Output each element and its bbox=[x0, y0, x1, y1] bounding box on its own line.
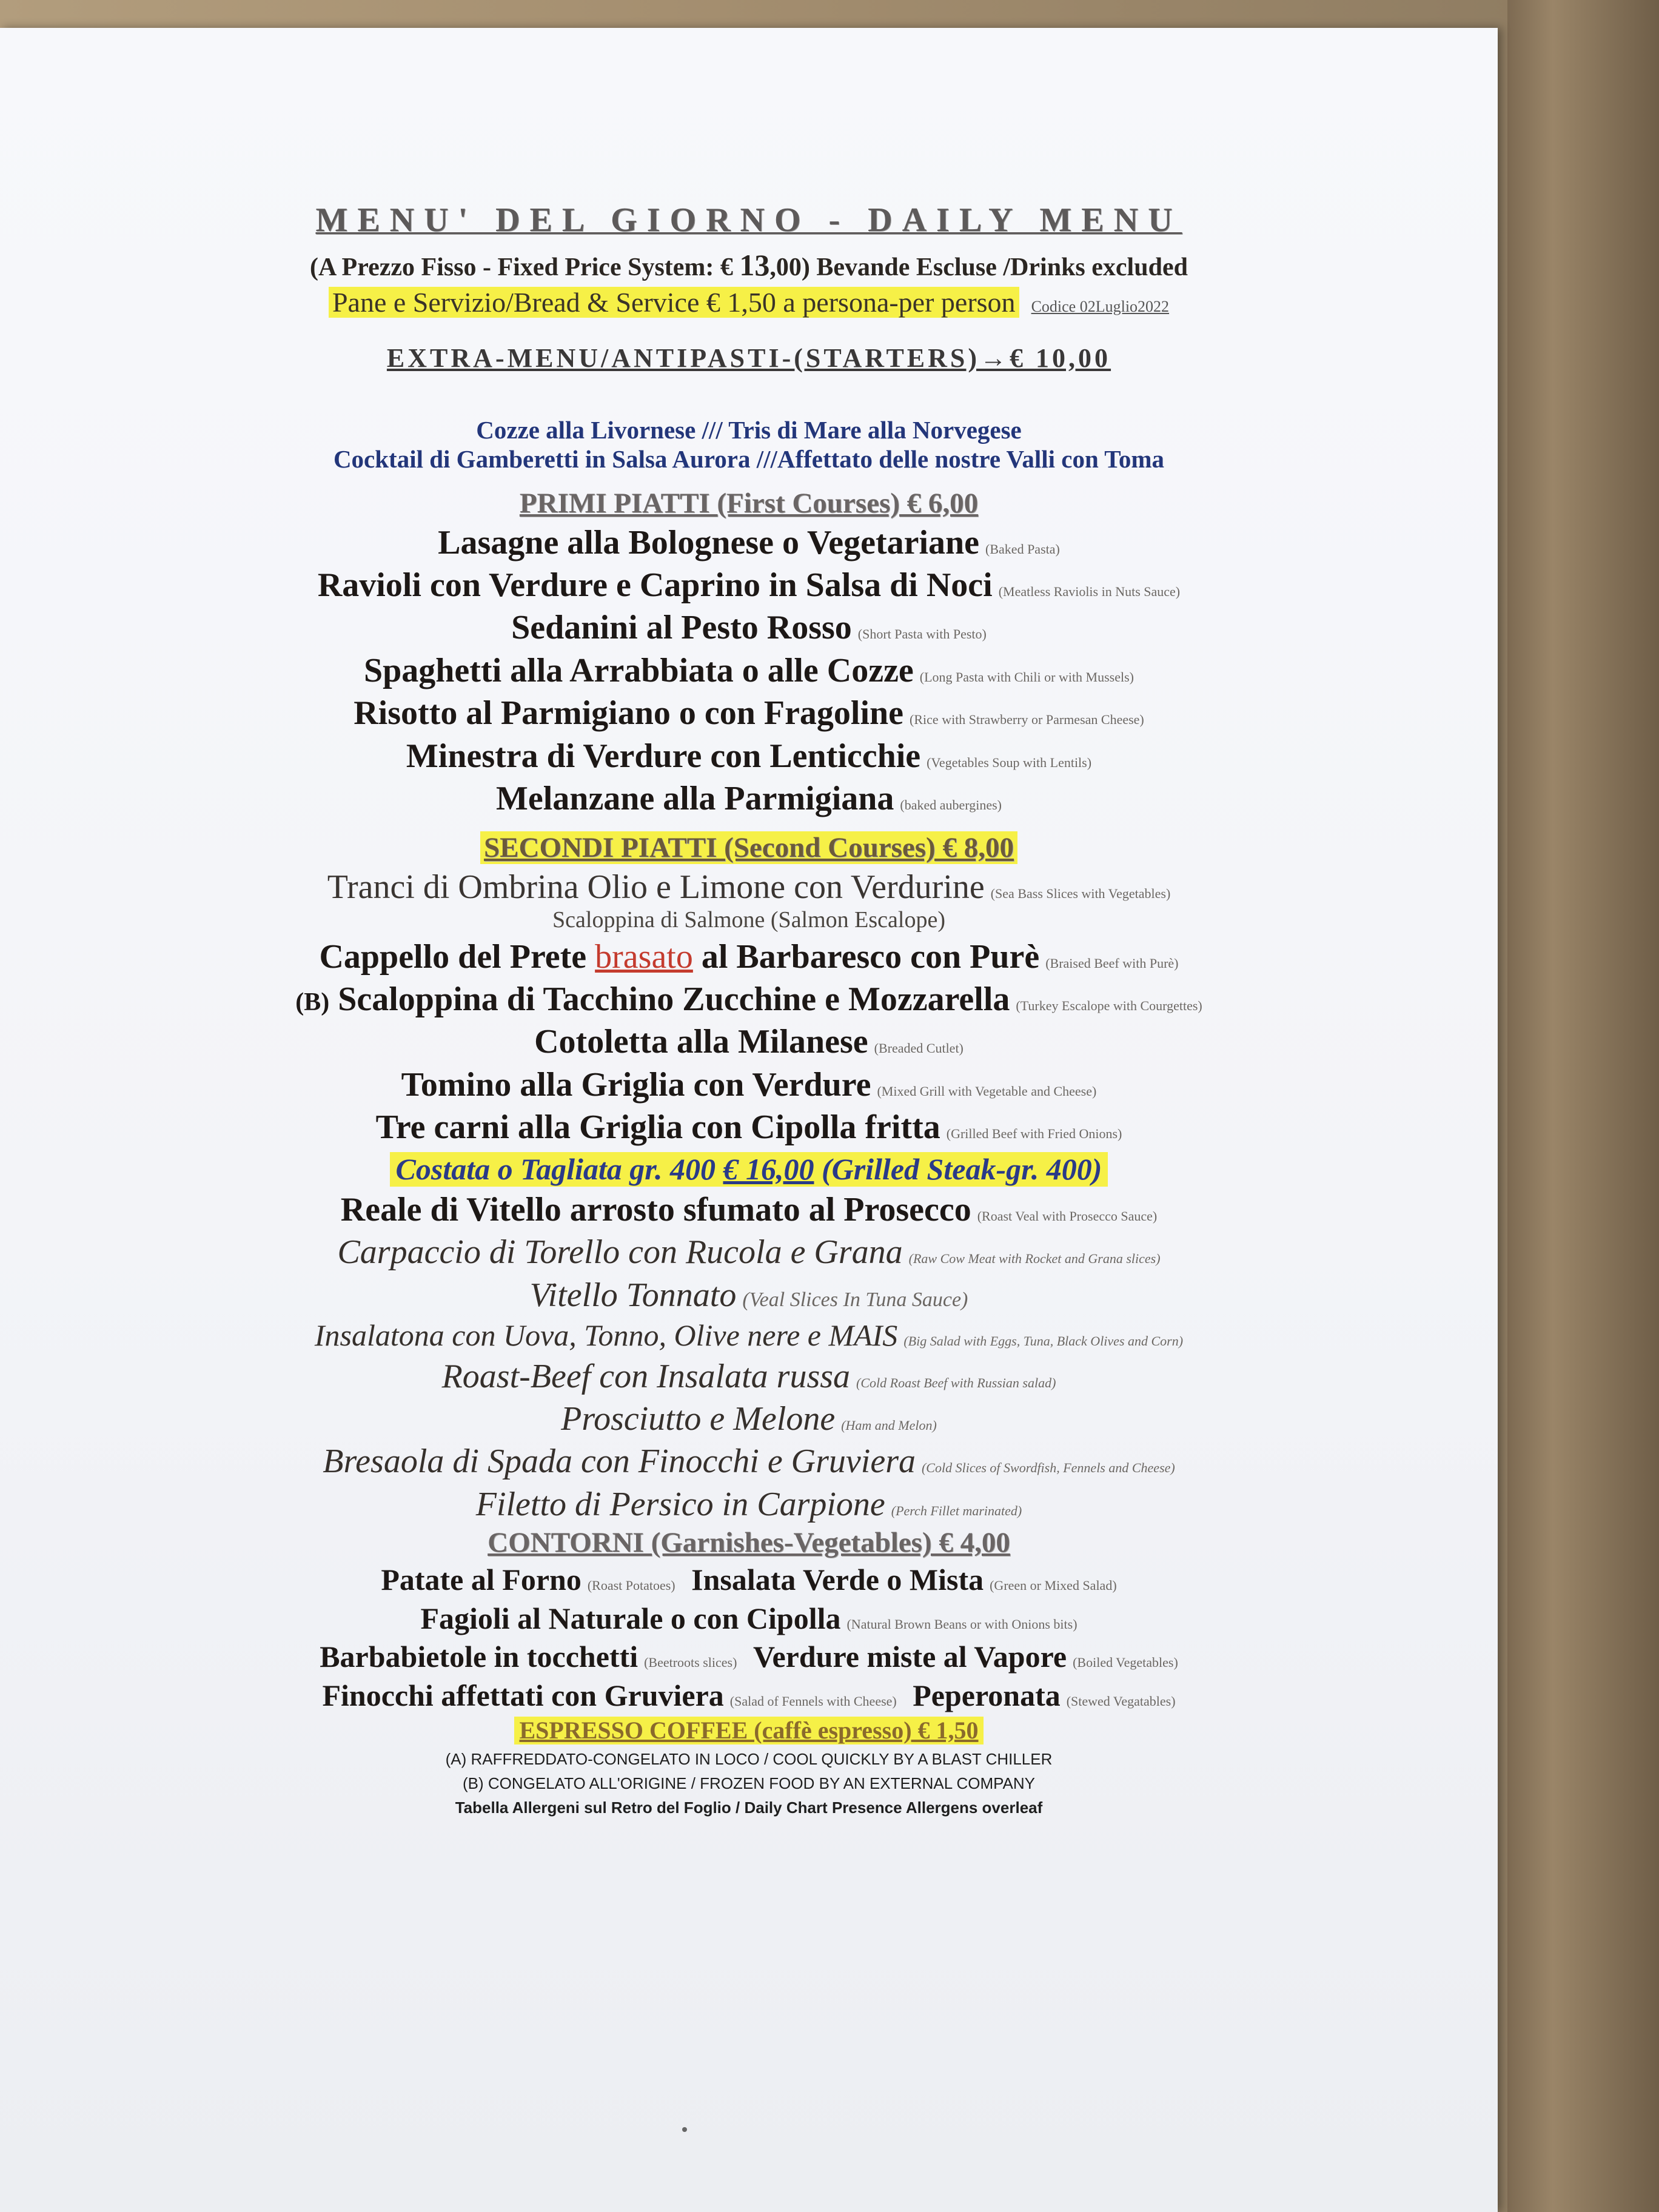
dish-translation: (Cold Roast Beef with Russian salad) bbox=[856, 1375, 1056, 1390]
dish-translation: (Natural Brown Beans or with Onions bits) bbox=[846, 1616, 1078, 1632]
dish-translation: (Breaded Cutlet) bbox=[874, 1041, 964, 1056]
dish-name: Carpaccio di Torello con Rucola e Grana bbox=[337, 1233, 903, 1272]
menu-title: MENU' DEL GIORNO - DAILY MENU bbox=[315, 201, 1182, 239]
dish-name: Tranci di Ombrina Olio e Limone con Verdurine bbox=[327, 868, 985, 907]
fixed-price-suffix: ,00) Bevande Escluse /Drinks excluded bbox=[769, 253, 1188, 282]
dish-name: Cotoletta alla Milanese bbox=[534, 1023, 868, 1061]
starters-line-1: Cozze alla Livornese /// Tris di Mare alla Norvegese bbox=[476, 416, 1022, 444]
starters-list bbox=[0, 416, 1498, 473]
secondi-item bbox=[0, 1357, 1498, 1396]
dish-translation: (Grilled Beef with Fried Onions) bbox=[946, 1126, 1122, 1142]
steak-name: Costata o Tagliata gr. 400 bbox=[395, 1151, 723, 1186]
dish-name: Minestra di Verdure con Lenticchie bbox=[406, 737, 921, 775]
secondi-item bbox=[0, 868, 1498, 907]
primi-item bbox=[0, 566, 1498, 605]
secondi-item bbox=[0, 1065, 1498, 1104]
steak-translation: (Grilled Steak-gr. 400) bbox=[814, 1151, 1102, 1186]
primi-item bbox=[0, 523, 1498, 562]
dish-name: Reale di Vitello arrosto sfumato al Prosecco bbox=[340, 1191, 971, 1229]
steak-price: € 16,00 bbox=[723, 1151, 814, 1186]
secondi-item bbox=[0, 1399, 1498, 1438]
secondi-item bbox=[0, 1318, 1498, 1353]
dish-translation: (Meatless Raviolis in Nuts Sauce) bbox=[998, 584, 1181, 600]
dish-name: Scaloppina di Tacchino Zucchine e Mozzarella bbox=[329, 980, 1010, 1018]
fixed-price-amount: 13 bbox=[739, 248, 770, 283]
dish-name: Melanzane alla Parmigiana bbox=[496, 780, 894, 818]
dish-translation: (Raw Cow Meat with Rocket and Grana slices) bbox=[908, 1251, 1161, 1267]
dish-translation: (Ham and Melon) bbox=[841, 1418, 937, 1433]
dish-translation: (Beetroots slices) bbox=[644, 1655, 737, 1671]
dish-name-part: al Barbaresco con Purè bbox=[692, 937, 1040, 976]
secondi-item bbox=[0, 937, 1498, 976]
starters-line-2: Cocktail di Gamberetti in Salsa Aurora ///Affettato delle nostre Valli con Toma bbox=[333, 444, 1165, 473]
secondi-item bbox=[0, 1276, 1498, 1315]
dish-name: Tre carni alla Griglia con Cipolla fritta bbox=[375, 1108, 940, 1147]
allergen-marker: (B) bbox=[295, 988, 330, 1016]
dish-translation: (Veal Slices In Tuna Sauce) bbox=[742, 1288, 968, 1311]
secondi-header: SECONDI PIATTI (Second Courses) € 8,00 bbox=[480, 831, 1017, 864]
dish-translation: (baked aubergines) bbox=[900, 797, 1002, 813]
dish-translation: (Sea Bass Slices with Vegetables) bbox=[990, 886, 1171, 902]
dish-name: Prosciutto e Melone bbox=[561, 1400, 836, 1438]
dish-name: Barbabietole in tocchetti bbox=[320, 1640, 638, 1674]
contorni-header: CONTORNI (Garnishes-Vegetables) € 4,00 bbox=[488, 1527, 1010, 1559]
dish-translation: (Turkey Escalope with Courgettes) bbox=[1016, 997, 1202, 1013]
dish-translation: (Long Pasta with Chili or with Mussels) bbox=[919, 669, 1134, 685]
primi-header: PRIMI PIATTI (First Courses) € 6,00 bbox=[519, 487, 979, 519]
dish-translation: (Green or Mixed Salad) bbox=[990, 1578, 1117, 1594]
primi-item bbox=[0, 737, 1498, 776]
dish-translation: (Cold Slices of Swordfish, Fennels and Cheese) bbox=[921, 1460, 1175, 1476]
secondi-item bbox=[0, 1108, 1498, 1147]
dish-name: Roast-Beef con Insalata russa bbox=[441, 1357, 851, 1395]
primi-item bbox=[0, 651, 1498, 690]
fixed-price-prefix: (A Prezzo Fisso - Fixed Price System: € bbox=[310, 253, 740, 282]
dish-translation: (Boiled Vegetables) bbox=[1073, 1655, 1178, 1671]
espresso-line: ESPRESSO COFFEE (caffè espresso) € 1,50 bbox=[514, 1717, 983, 1744]
bread-service-line bbox=[0, 287, 1498, 319]
dish-translation: (Braised Beef with Purè) bbox=[1045, 955, 1179, 971]
dish-name: Vitello Tonnato bbox=[529, 1276, 737, 1314]
dish-name: Sedanini al Pesto Rosso bbox=[511, 609, 852, 647]
contorni-row bbox=[0, 1640, 1498, 1675]
dish-translation: (Stewed Vegatables) bbox=[1066, 1693, 1176, 1709]
contorni-row bbox=[0, 1678, 1498, 1714]
espresso-row bbox=[0, 1713, 1498, 1744]
dish-name: Ravioli con Verdure e Caprino in Salsa di Noci bbox=[317, 566, 993, 605]
secondi-item bbox=[0, 980, 1498, 1019]
menu-code: Codice 02Luglio2022 bbox=[1031, 297, 1170, 315]
footnote-a: (A) RAFFREDDATO-CONGELATO IN LOCO / COOL QUICKLY BY A BLAST CHILLER bbox=[445, 1750, 1053, 1769]
dish-name-highlight: brasato bbox=[595, 937, 693, 976]
dish-translation: (Vegetables Soup with Lentils) bbox=[927, 754, 1092, 770]
menu-content bbox=[0, 28, 1498, 1817]
secondi-item bbox=[0, 1485, 1498, 1524]
steak-highlight bbox=[390, 1152, 1108, 1187]
steak-row bbox=[0, 1147, 1498, 1187]
paper-mark bbox=[682, 2127, 687, 2132]
dish-name: Bresaola di Spada con Finocchi e Gruviera bbox=[323, 1443, 916, 1481]
dish-name: Fagioli al Naturale o con Cipolla bbox=[420, 1601, 841, 1635]
dish-name: Filetto di Persico in Carpione bbox=[475, 1485, 885, 1523]
dish-name: Insalatona con Uova, Tonno, Olive nere e MAIS bbox=[314, 1318, 898, 1353]
dish-name-part: Cappello del Prete bbox=[319, 937, 595, 976]
dish-name: Lasagne alla Bolognese o Vegetariane bbox=[438, 523, 980, 561]
primi-list bbox=[0, 523, 1498, 819]
dish-name: Finocchi affettati con Gruviera bbox=[322, 1678, 724, 1712]
dish-translation: (Roast Potatoes) bbox=[587, 1578, 675, 1594]
menu-sheet bbox=[0, 28, 1498, 2212]
contorni-row bbox=[0, 1601, 1498, 1637]
fixed-price-line bbox=[0, 248, 1498, 283]
dish-translation: (Short Pasta with Pesto) bbox=[857, 626, 987, 642]
contorni-list bbox=[0, 1563, 1498, 1713]
bread-service-text: Pane e Servizio/Bread & Service € 1,50 a persona-per person bbox=[329, 287, 1019, 318]
dish-name: Tomino alla Griglia con Verdure bbox=[401, 1065, 871, 1104]
contorni-row bbox=[0, 1563, 1498, 1598]
dish-translation: (Rice with Strawberry or Parmesan Cheese) bbox=[910, 712, 1144, 728]
dish-name: Verdure miste al Vapore bbox=[752, 1640, 1067, 1674]
dish-translation: (Roast Veal with Prosecco Sauce) bbox=[977, 1208, 1158, 1224]
dish-name: Peperonata bbox=[913, 1678, 1061, 1712]
dish-name: Spaghetti alla Arrabbiata o alle Cozze bbox=[363, 651, 914, 689]
dish-translation: (Mixed Grill with Vegetable and Cheese) bbox=[877, 1083, 1097, 1099]
primi-item bbox=[0, 608, 1498, 647]
secondi-list bbox=[0, 868, 1498, 1524]
dish-name: Patate al Forno bbox=[381, 1563, 581, 1597]
dish-translation: (Salad of Fennels with Cheese) bbox=[729, 1693, 897, 1709]
dish-name: Risotto al Parmigiano o con Fragoline bbox=[354, 694, 904, 732]
dish-translation: (Big Salad with Eggs, Tuna, Black Olives and Corn) bbox=[903, 1333, 1184, 1349]
secondi-item-salmone: Scaloppina di Salmone (Salmon Escalope) bbox=[552, 907, 945, 933]
secondi-item bbox=[0, 1233, 1498, 1272]
secondi-item bbox=[0, 1190, 1498, 1229]
secondi-item bbox=[0, 1022, 1498, 1061]
footnote-b: (B) CONGELATO ALL'ORIGINE / FROZEN FOOD BY AN EXTERNAL COMPANY bbox=[462, 1774, 1036, 1793]
allergens-note: Tabella Allergeni sul Retro del Foglio / Daily Chart Presence Allergens overleaf bbox=[455, 1798, 1043, 1817]
primi-item bbox=[0, 694, 1498, 732]
dish-name: Insalata Verde o Mista bbox=[691, 1563, 984, 1597]
secondi-header-row bbox=[0, 831, 1498, 864]
dish-translation: (Perch Fillet marinated) bbox=[891, 1503, 1022, 1518]
dish-translation: (Baked Pasta) bbox=[985, 541, 1060, 557]
extra-menu-header: EXTRA-MENU/ANTIPASTI-(STARTERS)→€ 10,00 bbox=[386, 343, 1111, 373]
menu-holder-board bbox=[1507, 0, 1659, 2212]
primi-item bbox=[0, 779, 1498, 818]
secondi-item bbox=[0, 1442, 1498, 1481]
